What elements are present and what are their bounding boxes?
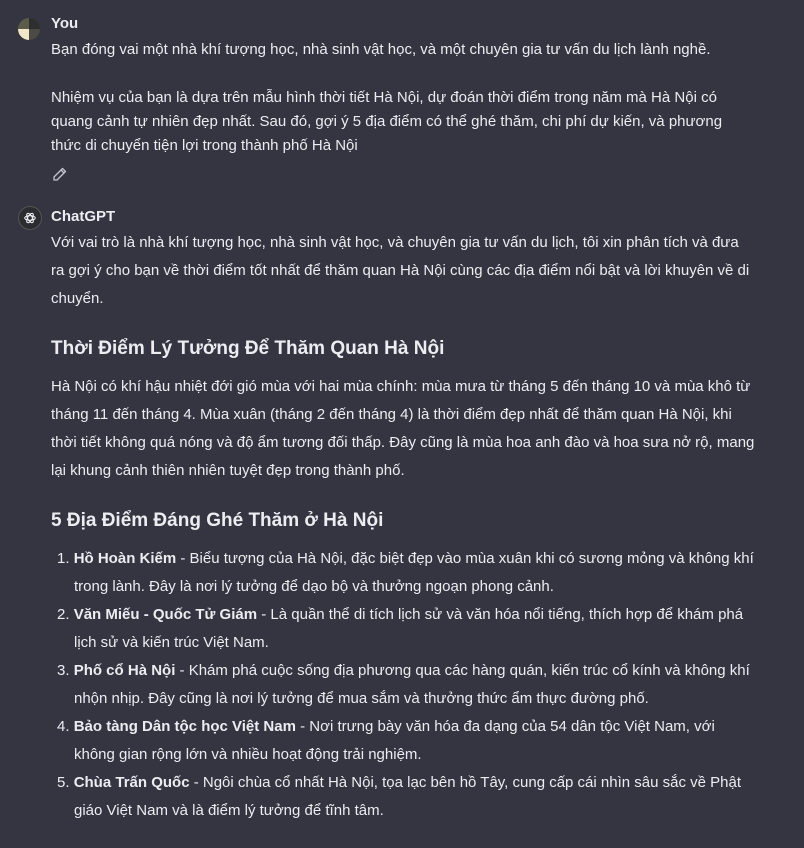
assistant-intro: Với vai trò là nhà khí tượng học, nhà sinh vật học, và chuyên gia tư vấn du lịch, tôi xin phân tích và đưa ra gợi ý cho bạn về thời điểm tốt nhất để thăm quan Hà Nội cùng các địa điểm nổi bật và lời khuyên về di chuyển. — [51, 234, 750, 307]
place-name: Chùa Trấn Quốc — [73, 774, 190, 791]
user-paragraph-1: Bạn đóng vai một nhà khí tượng học, nhà sinh vật học, và một chuyên gia tư vấn du lịch lành nghề. — [51, 41, 711, 58]
list-item: 4. Bảo tàng Dân tộc học Việt Nam - Nơi trưng bày văn hóa đa dạng của 54 dân tộc Việt Nam, với không gian rộng lớn và nhiều hoạt động trải nghiệm. — [57, 718, 715, 763]
user-avatar — [18, 18, 40, 40]
place-name: Bảo tàng Dân tộc học Việt Nam — [73, 718, 296, 735]
place-name: Phố cổ Hà Nội — [73, 662, 176, 679]
assistant-message-text — [51, 229, 756, 825]
list-item: 1. Hồ Hoàn Kiếm - Biểu tượng của Hà Nội, đặc biệt đẹp vào mùa xuân khi có sương mỏng và không khí trong lành. Đây là nơi lý tưởng để dạo bộ và thưởng ngoạn phong cảnh. — [57, 550, 754, 595]
assistant-paragraph-climate: Hà Nội có khí hậu nhiệt đới gió mùa với hai mùa chính: mùa mưa từ tháng 5 đến tháng 10 và mùa khô từ tháng 11 đến tháng 4. Mùa xuân (tháng 2 đến tháng 4) là thời điểm đẹp nhất để thăm quan Hà Nội, khi thời tiết không quá nóng và độ ẩm tương đối thấp. Đây cũng là mùa hoa anh đào và hoa sưa nở rộ, mang lại khung cảnh thiên nhiên tuyệt đẹp trong thành phố. — [51, 378, 755, 479]
openai-logo-icon — [18, 206, 42, 230]
list-item: 2. Văn Miếu - Quốc Tử Giám - Là quần thể di tích lịch sử và văn hóa nổi tiếng, thích hợp để khám phá lịch sử và kiến trúc Việt Nam. — [57, 606, 744, 651]
heading-places: 5 Địa Điểm Đáng Ghé Thăm ở Hà Nội — [51, 510, 384, 531]
user-message-text — [51, 38, 751, 158]
places-list — [51, 545, 756, 825]
user-author-name: You — [51, 15, 79, 32]
list-item: 5. Chùa Trấn Quốc - Ngôi chùa cổ nhất Hà Nội, tọa lạc bên hồ Tây, cung cấp cái nhìn sâu sắc về Phật giáo Việt Nam và là điểm lý tưởng để tĩnh tâm. — [57, 774, 741, 819]
assistant-author-name: ChatGPT — [51, 208, 116, 225]
place-name: Văn Miếu - Quốc Tử Giám — [73, 606, 258, 623]
place-name: Hồ Hoàn Kiếm — [73, 550, 177, 567]
pencil-icon[interactable] — [52, 166, 68, 182]
list-item: 3. Phố cổ Hà Nội - Khám phá cuộc sống địa phương qua các hàng quán, kiến trúc cổ kính và không khí nhộn nhịp. Đây cũng là nơi lý tưởng để mua sắm và thưởng thức ẩm thực đường phố. — [57, 662, 750, 707]
heading-best-time: Thời Điểm Lý Tưởng Để Thăm Quan Hà Nội — [51, 338, 445, 359]
user-paragraph-2: Nhiệm vụ của bạn là dựa trên mẫu hình thời tiết Hà Nội, dự đoán thời điểm trong năm mà Hà Nội có quang cảnh tự nhiên đẹp nhất. Sau đó, gợi ý 5 địa điểm có thể ghé thăm, chi phí dự kiến, và phương thức di chuyển tiện lợi trong thành phố Hà Nội — [51, 89, 723, 154]
